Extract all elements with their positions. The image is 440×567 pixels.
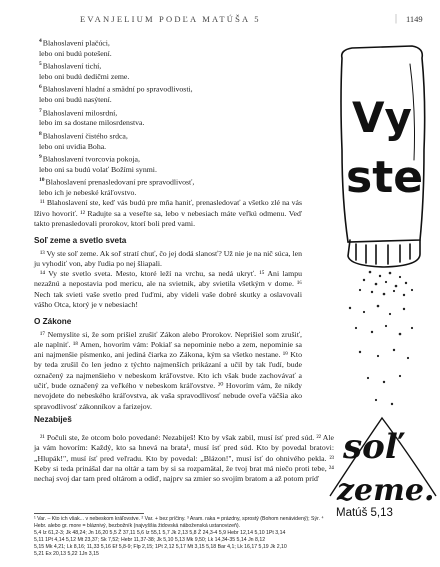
verse-9: $^9$Blahoslavení tvorcovia pokoja, lebo oni sa budú volať Božími synmi. xyxy=(39,153,157,174)
footnote-line: ¹ Var. – Kto ich však... v nebeskom kráľovstve. ² Var. + bez príčiny. ³ Aram. raka = prázdny, sprostý (Bohom nenávidený); Sýr. ⁴ Hebr. alebo gr. more = bláznivý, bezbožník (najvyššia židovská náboženská ustanovizeň). xyxy=(34,516,324,529)
art-text-ste: ste xyxy=(346,152,424,203)
verse-14-16: ¹⁴ Vy ste svetlo sveta. Mesto, ktoré leží na vrchu, sa nedá ukryť. ¹⁵ Ani lampu nezažnú a nepostavia pod mericu, ale na svietnik, aby svietila všetkým v dome. ¹⁶ Nech tak svieti vaše svetlo pred ľuďmi, aby videli vaše dobré skutky a oslavovali vášho Otca, ktorý je v nebesiach! xyxy=(34,269,302,309)
section-heading-murder: Nezabiješ xyxy=(34,415,72,424)
verse-6: $^6$Blahoslavení hladní a smädní po spravodlivosti, lebo oni budú nasýtení. xyxy=(39,84,193,105)
salt-grains xyxy=(359,271,413,297)
section-heading-law: O Zákone xyxy=(34,317,72,327)
verse-10: $^{10}$Blahoslavení prenasledovaní pre spravodlivosť, lebo ich je nebeské kráľovstvo. xyxy=(39,177,195,198)
salt-mound-lettering xyxy=(335,420,440,510)
page-header xyxy=(0,14,440,30)
cross-reference-line: 5,4 Iz 61,2-3; Jk 48,24; Jn 16,20 5,5 Ž 37,11 5,6 Iz 55,1 5,7 Jk 2,13 5,8 Ž 24,3-4 5,9 Hebr 12,14 5,10 1Pt 3,14 xyxy=(34,530,286,536)
verse-21-24: ²¹ Počuli ste, že otcom bolo povedané: Nezabiješ! Kto by však zabil, musí ísť pred súd. ²² Ale ja vám hovorím: Každý, kto sa hnevá na brata¹, musí ísť pred súd. Kto by povedal bratovi: „Hlupák!", musí ísť pred veľradu. Kto by povedal: „Blázon!", musí ísť do ohnivého pekla. ²³ Keby si teda prinášal dar na oltár a tam by si sa rozpamätal, že tvoj brat má niečo proti tebe, ²⁴ nechaj svoj dar tam pred oltárom a odíď, najprv sa zmier so svojím bratom a až potom príď xyxy=(34,433,334,484)
header-separator: | xyxy=(395,13,398,24)
art-scripture-reference: Matúš 5,13 xyxy=(336,507,393,519)
verse-5: $^5$Blahoslavení tichí, lebo oni budú dedičmi zeme. xyxy=(39,61,130,82)
verse-13: ¹³ Vy ste soľ zeme. Ak soľ stratí chuť, čo jej dodá slanosť? Už nie je na nič súca, len ju vyhodiť von, aby ľudia po nej šliapali. xyxy=(34,248,302,268)
verse-4: $^4$Blahoslavení plačúci, lebo oni budú potešení. xyxy=(39,38,112,58)
cross-reference-line: 5,11 1Pt 4,14 5,12 Mt 23,37; Sk 7,52; Hebr 11,37-38; Jk 5,10 5,13 Mk 9,50; Lk 14,34-35 5,14 Jn 8,12 xyxy=(34,537,266,543)
beatitudes-block xyxy=(34,36,302,198)
bottom-text-column xyxy=(34,415,334,492)
art-text-zeme: zeme. xyxy=(337,473,435,508)
cross-reference-line: 5,15 Mk 4,21; Lk 8,16; 11,33 5,16 Ef 5,8-9; Flp 2,15; 1Pt 2,12 5,17 Mt 3,15 5,18 Bar 4,1; Lk 16,17 5,19 Jk 2,10 xyxy=(34,544,287,550)
art-text-sol: soľ xyxy=(343,427,403,467)
verse-17-20: ¹⁷ Nemyslite si, že som prišiel zrušiť Zákon alebo Prorokov. Neprišiel som zrušiť, ale naplniť. ¹⁸ Amen, hovorím vám: Pokiaľ sa nepominie nebo a zem, nepominie sa ani najmenšie písmenko, ani jediná čiarka zo Zákona, kým sa všetko nestane. ¹⁹ Kto by teda zrušil čo len jedno z týchto najmenších prikázaní a učil by tak ľudí, bude označený za najmenšieho v nebeskom kráľovstve. Kto ich však bude zachovávať a učiť, bude označený za veľkého v nebeskom kráľovstve. ²⁰ Hovorím vám, že nikdy nevojdete do nebeského kráľovstva, ak vaša spravodlivosť nebude oveľa väčšia ako spravodlivosť zákonníkov a farizejov. xyxy=(34,329,302,411)
section-heading-salt-light: Soľ zeme a svetlo sveta xyxy=(34,236,127,246)
art-text-vy: Vy xyxy=(352,93,412,142)
main-text-column xyxy=(34,36,302,412)
cross-reference-line: 5,21 Ex 20,13 5,22 1Jn 3,15 xyxy=(34,551,99,557)
verse-11-12: ¹¹ Blahoslavení ste, keď vás budú pre mňa haniť, prenasledovať a všetko zlé na vás lživo hovoriť. ¹² Radujte sa a veseľte sa, lebo v nebesiach máte veľkú odmenu. Veď takto prenasledovali prorokov, ktorí boli pred vami. xyxy=(34,198,302,228)
page-running-title: EVANJELIUM PODĽA MATÚŠA 5 xyxy=(80,14,261,24)
verse-8: $^8$Blahoslavení čistého srdca, lebo oni uvidia Boha. xyxy=(39,130,128,151)
footnote-divider xyxy=(34,513,144,514)
page-number: 1149 xyxy=(406,14,423,24)
salt-shaker-illustration xyxy=(300,40,440,300)
verse-7: $^7$Blahoslavení milosrdní, lebo im sa dostane milosrdenstva. xyxy=(39,107,145,128)
footnotes xyxy=(34,516,334,558)
